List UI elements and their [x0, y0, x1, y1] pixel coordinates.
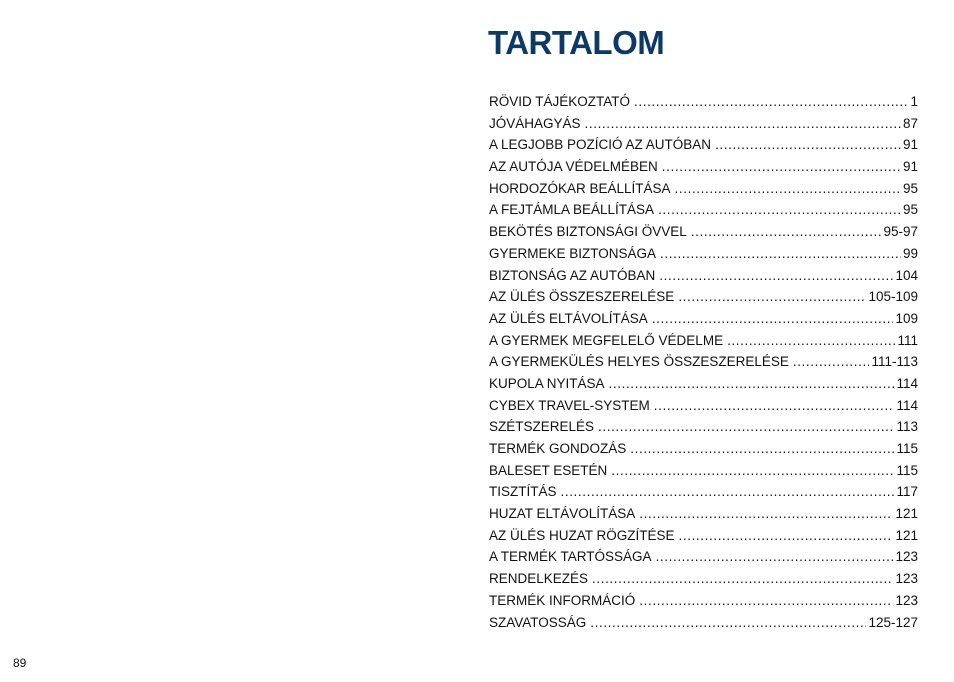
toc-entry-page: 125-127 [868, 614, 918, 630]
toc-entry[interactable] [489, 568, 918, 590]
toc-entry-label: TISZTÍTÁS [489, 484, 557, 500]
toc-leader-dots [658, 199, 901, 221]
toc-leader-dots [678, 286, 866, 308]
toc-entry[interactable] [489, 265, 918, 287]
toc-entry[interactable] [489, 546, 918, 568]
toc-entry[interactable] [489, 525, 918, 547]
toc-entry-label: HUZAT ELTÁVOLÍTÁSA [489, 506, 636, 522]
toc-entry-page: 115 [896, 441, 918, 456]
toc-entry-label: A TERMÉK TARTÓSSÁGA [489, 549, 652, 565]
toc-entry-label: GYERMEKE BIZTONSÁGA [489, 245, 657, 261]
toc-leader-dots [598, 416, 894, 438]
toc-entry-label: KUPOLA NYITÁSA [489, 375, 605, 391]
toc-entry[interactable] [489, 395, 918, 417]
toc-entry-label: CYBEX TRAVEL-SYSTEM [489, 397, 650, 413]
toc-entry-label: AZ ÜLÉS HUZAT RÖGZÍTÉSE [489, 527, 675, 543]
toc-entry-label: A GYERMEK MEGFELELŐ VÉDELME [489, 332, 724, 348]
toc-leader-dots [660, 243, 901, 265]
toc-entry-page: 104 [895, 267, 918, 283]
toc-entry[interactable] [489, 373, 918, 395]
toc-leader-dots [675, 178, 901, 200]
toc-entry-label: BIZTONSÁG AZ AUTÓBAN [489, 267, 656, 283]
toc-entry[interactable] [489, 156, 918, 178]
toc-entry-label: AZ AUTÓJA VÉDELMÉBEN [489, 159, 658, 175]
toc-entry[interactable] [489, 178, 918, 200]
toc-leader-dots [715, 134, 901, 156]
toc-leader-dots [630, 438, 894, 460]
toc-entry-page: 95-97 [883, 224, 918, 240]
toc-entry[interactable] [489, 113, 918, 135]
toc-entry-label: A GYERMEKÜLÉS HELYES ÖSSZESZERELÉSE [489, 354, 789, 370]
toc-entry[interactable] [489, 330, 918, 352]
toc-entry[interactable] [489, 460, 918, 482]
toc-entry[interactable] [489, 221, 918, 243]
toc-entry[interactable] [489, 91, 918, 113]
toc-leader-dots [691, 221, 882, 243]
toc-entry-page: 123 [895, 549, 918, 565]
toc-leader-dots [639, 590, 893, 612]
toc-entry-page: 1 [910, 94, 918, 109]
toc-leader-dots [639, 503, 893, 525]
toc-leader-dots [656, 546, 894, 568]
toc-leader-dots [662, 156, 901, 178]
toc-leader-dots [585, 113, 901, 135]
toc-leader-dots [611, 460, 894, 482]
toc-entry-page: 115 [896, 462, 918, 478]
toc-entry-page: 114 [896, 397, 918, 413]
toc-leader-dots [793, 351, 870, 373]
toc-entry-label: RENDELKEZÉS [489, 571, 589, 587]
toc-leader-dots [590, 612, 866, 634]
toc-entry[interactable] [489, 481, 918, 503]
toc-entry[interactable] [489, 503, 918, 525]
toc-entry-label: HORDOZÓKAR BEÁLLÍTÁSA [489, 180, 671, 196]
toc-entry-label: JÓVÁHAGYÁS [489, 115, 581, 131]
toc-entry-label: BALESET ESETÉN [489, 462, 608, 478]
toc-leader-dots [727, 330, 895, 352]
toc-entry-page: 117 [896, 484, 918, 500]
table-of-contents [489, 91, 918, 633]
toc-leader-dots [652, 308, 894, 330]
toc-leader-dots [592, 568, 893, 590]
toc-entry-page: 111-113 [871, 354, 918, 370]
toc-entry[interactable] [489, 243, 918, 265]
toc-entry-page: 91 [902, 137, 918, 153]
toc-entry-page: 91 [902, 159, 918, 175]
toc-entry-label: RÖVID TÁJÉKOZTATÓ [489, 94, 631, 109]
toc-entry-label: SZÉTSZERELÉS [489, 419, 595, 435]
toc-entry-page: 111 [897, 332, 918, 348]
toc-entry-page: 99 [902, 245, 918, 261]
toc-entry[interactable] [489, 351, 918, 373]
toc-entry-page: 113 [896, 419, 918, 435]
toc-entry[interactable] [489, 438, 918, 460]
toc-entry-label: AZ ÜLÉS ELTÁVOLÍTÁSA [489, 310, 648, 326]
toc-entry-page: 121 [895, 527, 918, 543]
toc-entry[interactable] [489, 590, 918, 612]
page-title: TARTALOM [488, 24, 665, 61]
toc-leader-dots [634, 91, 908, 113]
toc-entry-page: 114 [896, 375, 918, 391]
toc-entry-label: A FEJTÁMLA BEÁLLÍTÁSA [489, 202, 655, 218]
toc-entry[interactable] [489, 286, 918, 308]
toc-entry[interactable] [489, 134, 918, 156]
page-number: 89 [13, 656, 27, 670]
toc-entry[interactable] [489, 416, 918, 438]
toc-entry[interactable] [489, 308, 918, 330]
toc-entry-page: 95 [902, 180, 918, 196]
toc-entry-label: TERMÉK INFORMÁCIÓ [489, 592, 636, 608]
toc-entry-label: TERMÉK GONDOZÁS [489, 441, 627, 456]
toc-entry-page: 109 [895, 310, 918, 326]
toc-entry-label: A LEGJOBB POZÍCIÓ AZ AUTÓBAN [489, 137, 712, 153]
toc-entry-page: 105-109 [868, 289, 918, 305]
toc-entry[interactable] [489, 612, 918, 634]
toc-leader-dots [561, 481, 895, 503]
toc-entry-label: SZAVATOSSÁG [489, 614, 587, 630]
toc-entry-label: BEKÖTÉS BIZTONSÁGI ÖVVEL [489, 224, 687, 240]
toc-entry-page: 123 [895, 571, 918, 587]
toc-entry[interactable] [489, 199, 918, 221]
toc-leader-dots [659, 265, 893, 287]
toc-entry-label: AZ ÜLÉS ÖSSZESZERELÉSE [489, 289, 675, 305]
toc-leader-dots [609, 373, 895, 395]
toc-leader-dots [654, 395, 895, 417]
toc-entry-page: 87 [902, 115, 918, 131]
toc-leader-dots [679, 525, 894, 547]
toc-entry-page: 95 [902, 202, 918, 218]
toc-entry-page: 121 [895, 506, 918, 522]
toc-entry-page: 123 [895, 592, 918, 608]
